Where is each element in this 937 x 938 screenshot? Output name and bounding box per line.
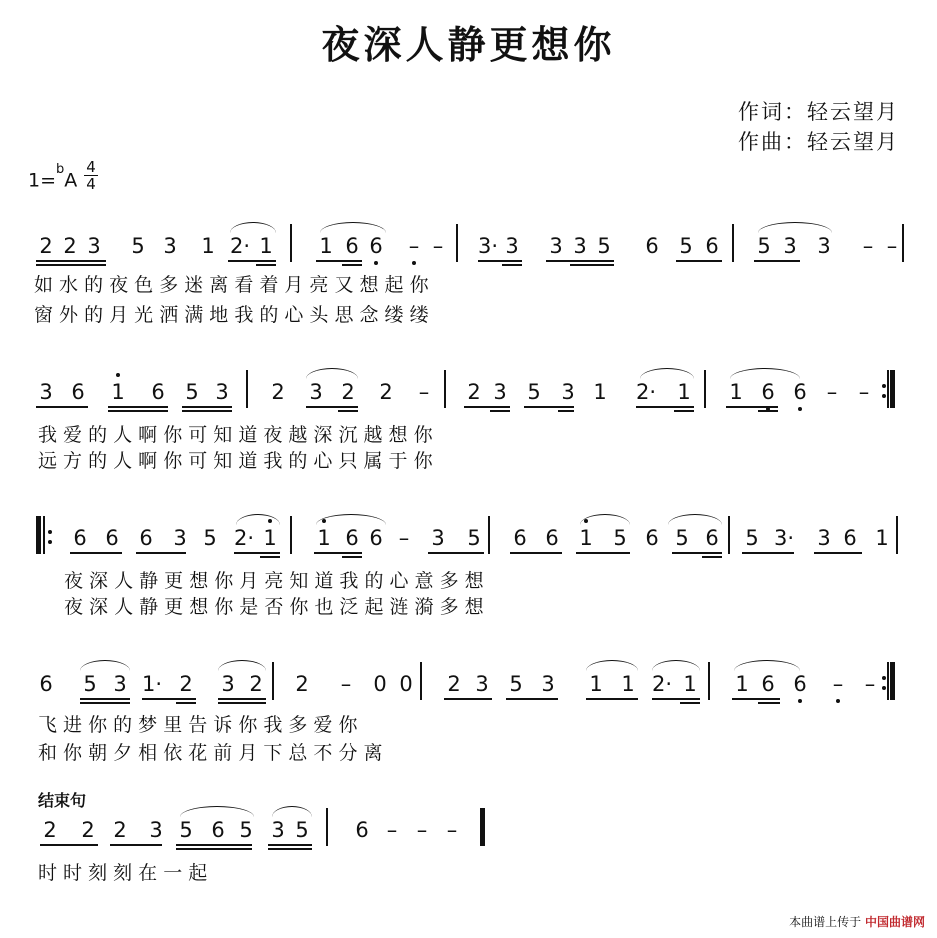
dash-sustain: – <box>446 818 458 842</box>
note: 3 <box>493 380 507 404</box>
note: 5 <box>83 672 97 696</box>
note: 5 <box>203 526 217 550</box>
slur <box>320 222 386 233</box>
note: 3 <box>113 672 127 696</box>
note: 3 <box>221 672 235 696</box>
note: 3 <box>215 380 229 404</box>
barline <box>290 224 292 262</box>
note: 1 <box>677 380 691 404</box>
note: 2 <box>341 380 355 404</box>
beam-underline-double <box>80 702 130 704</box>
beam-underline-double <box>758 702 780 704</box>
slur <box>236 514 280 525</box>
note: 2 <box>379 380 393 404</box>
note: 2 <box>63 234 77 258</box>
beam-underline <box>506 698 558 700</box>
beam-underline <box>586 698 638 700</box>
beam-underline <box>652 698 700 700</box>
slur <box>272 806 312 817</box>
slur <box>668 514 722 525</box>
beam-underline <box>306 406 358 408</box>
site-logo: 中国曲谱网 <box>864 915 925 929</box>
note: 6 <box>705 526 719 550</box>
note: 6 <box>139 526 153 550</box>
slur <box>652 660 700 671</box>
footer-credit: 本曲谱上传于 中国曲谱网 <box>789 915 925 929</box>
beam-underline <box>510 552 562 554</box>
note: 6 <box>545 526 559 550</box>
slur <box>80 660 130 671</box>
lyric-line-3-verse-2: 夜 深 人 静 更 想 你 是 否 你 也 泛 起 涟 漪 多 想 <box>64 596 484 618</box>
barline <box>887 370 889 408</box>
beam-underline <box>314 552 362 554</box>
lyric-line-5-verse-1: 时 时 刻 刻 在 一 起 <box>38 862 208 884</box>
note: 2 <box>81 818 95 842</box>
note: 3 <box>475 672 489 696</box>
beam-underline <box>546 260 614 262</box>
note: 5 <box>295 818 309 842</box>
note: 6 <box>211 818 225 842</box>
beam-underline <box>524 406 574 408</box>
beam-underline-double <box>218 702 266 704</box>
slur <box>734 660 800 671</box>
beam-underline-double <box>268 848 312 850</box>
slur <box>580 514 630 525</box>
beam-underline <box>70 552 122 554</box>
barline <box>326 808 328 846</box>
beam-underline <box>36 260 106 262</box>
note: 3 <box>309 380 323 404</box>
note: 6 <box>761 672 775 696</box>
barline <box>902 224 904 262</box>
ending-label: 结束句 <box>38 791 87 810</box>
note: 5 <box>527 380 541 404</box>
note: 5 <box>679 234 693 258</box>
repeat-start-dots <box>48 524 52 550</box>
beam-underline <box>428 552 484 554</box>
note: 1 <box>729 380 743 404</box>
beam-underline <box>742 552 794 554</box>
note: 3 <box>163 234 177 258</box>
note: 3 <box>573 234 587 258</box>
beam-underline <box>576 552 630 554</box>
beam-underline-double <box>342 264 362 266</box>
note: 6 <box>513 526 527 550</box>
dash-sustain: – <box>340 672 352 696</box>
note: 6 <box>39 672 53 696</box>
dash-sustain: – <box>418 380 430 404</box>
note: 6 <box>645 526 659 550</box>
beam-underline-double <box>558 410 574 412</box>
beam-underline <box>108 406 168 408</box>
beam-underline <box>182 406 232 408</box>
barline <box>890 370 895 408</box>
note: 6 <box>366 234 386 258</box>
note: 1 <box>589 672 603 696</box>
beam-underline <box>176 844 252 846</box>
barline <box>704 370 706 408</box>
note: 2 <box>271 380 285 404</box>
note: 6 <box>705 234 719 258</box>
barline <box>43 516 45 554</box>
note: 2 <box>43 818 57 842</box>
note: 5 <box>179 818 193 842</box>
beam-underline-double <box>702 556 722 558</box>
note: 1 <box>319 234 333 258</box>
beam-underline-double <box>176 848 252 850</box>
slur <box>180 806 254 817</box>
beam-underline <box>136 552 186 554</box>
beam-underline <box>732 698 780 700</box>
beam-underline-double <box>490 410 510 412</box>
lyric-line-4-verse-1: 飞 进 你 的 梦 里 告 诉 你 我 多 爱 你 <box>38 714 358 736</box>
beam-underline-double <box>342 556 362 558</box>
beam-underline-double <box>176 702 196 704</box>
beam-underline <box>110 844 162 846</box>
note: 5 <box>597 234 611 258</box>
barline <box>420 662 422 700</box>
note: 5 <box>757 234 771 258</box>
note: 0 <box>373 672 387 696</box>
barline <box>488 516 490 554</box>
barline <box>246 370 248 408</box>
note: 5 <box>675 526 689 550</box>
dash-sustain: – <box>416 818 428 842</box>
note: 1 <box>108 380 128 404</box>
note: 5 <box>185 380 199 404</box>
note: 5 <box>239 818 253 842</box>
dash-sustain: – <box>886 234 898 258</box>
barline <box>444 370 446 408</box>
lyric-line-2-verse-2: 远 方 的 人 啊 你 可 知 道 我 的 心 只 属 于 你 <box>38 450 433 472</box>
note: 6 <box>151 380 165 404</box>
dash-sustain: – <box>862 234 874 258</box>
slur <box>586 660 638 671</box>
barline <box>708 662 710 700</box>
note: 3· <box>478 234 499 258</box>
beam-underline <box>316 260 362 262</box>
barline <box>272 662 274 700</box>
beam-underline <box>726 406 778 408</box>
beam-underline-double <box>502 264 522 266</box>
note: 6 <box>105 526 119 550</box>
repeat-end-dots <box>882 670 886 696</box>
lyric-line-2-verse-1: 我 爱 的 人 啊 你 可 知 道 夜 越 深 沉 越 想 你 <box>38 424 433 446</box>
slur <box>218 660 266 671</box>
note: 3 <box>817 526 831 550</box>
barline <box>728 516 730 554</box>
beam-underline <box>478 260 522 262</box>
dash-sustain: – <box>404 234 424 258</box>
lyric-line-4-verse-2: 和 你 朝 夕 相 依 花 前 月 下 总 不 分 离 <box>38 742 383 764</box>
staff-line-4 <box>24 672 912 712</box>
slur <box>640 368 694 379</box>
note: 5 <box>467 526 481 550</box>
dash-sustain: – <box>386 818 398 842</box>
note: 6 <box>73 526 87 550</box>
staff-line-1 <box>24 234 912 274</box>
barline <box>36 516 41 554</box>
note: 3 <box>561 380 575 404</box>
note: 2· <box>230 234 251 258</box>
note: 1 <box>201 234 215 258</box>
note: 1 <box>875 526 889 550</box>
beam-underline-double <box>108 410 168 412</box>
dash-sustain: – <box>858 380 870 404</box>
repeat-end-dots <box>882 378 886 404</box>
note: 6 <box>758 380 778 404</box>
beam-underline <box>36 406 88 408</box>
dash-sustain: – <box>432 234 444 258</box>
note: 3 <box>431 526 445 550</box>
note: 2· <box>652 672 673 696</box>
slur <box>316 514 386 525</box>
note: 1· <box>142 672 163 696</box>
beam-underline-double <box>36 264 106 266</box>
note: 6 <box>345 234 359 258</box>
note: 1 <box>314 526 334 550</box>
note: 1 <box>259 234 273 258</box>
slur <box>730 368 800 379</box>
note: 6 <box>790 380 810 404</box>
beam-underline-double <box>338 410 358 412</box>
note: 2 <box>447 672 461 696</box>
time-signature: 4 4 <box>84 160 98 191</box>
note: 1 <box>576 526 596 550</box>
barline <box>480 808 485 846</box>
staff-line-2 <box>24 380 912 420</box>
song-title: 夜深人静更想你 <box>321 22 616 67</box>
beam-underline <box>672 552 722 554</box>
lyricist-credit: 作词：轻云望月 <box>738 100 899 124</box>
note: 1 <box>621 672 635 696</box>
slur <box>306 368 358 379</box>
note: 0 <box>399 672 413 696</box>
barline <box>887 662 889 700</box>
lyric-line-1-verse-1: 如 水 的 夜 色 多 迷 离 看 着 月 亮 又 想 起 你 <box>34 274 429 296</box>
note: 3· <box>774 526 795 550</box>
note: 1 <box>683 672 697 696</box>
beam-underline <box>754 260 800 262</box>
beam-underline-double <box>674 410 694 412</box>
beam-underline <box>40 844 98 846</box>
note: 6 <box>645 234 659 258</box>
note: 6 <box>369 526 383 550</box>
note: 2 <box>113 818 127 842</box>
note: 3 <box>271 818 285 842</box>
note: 6 <box>345 526 359 550</box>
slur <box>230 222 276 233</box>
barline <box>456 224 458 262</box>
lyric-line-1-verse-2: 窗 外 的 月 光 洒 满 地 我 的 心 头 思 念 缕 缕 <box>34 304 429 326</box>
note: 2· <box>636 380 657 404</box>
beam-underline-double <box>260 556 280 558</box>
composer-credit: 作曲：轻云望月 <box>738 130 899 154</box>
note: 3 <box>149 818 163 842</box>
beam-underline <box>444 698 492 700</box>
beam-underline-double <box>758 410 778 412</box>
note: 3 <box>87 234 101 258</box>
barline <box>890 662 895 700</box>
slur <box>758 222 832 233</box>
staff-line-3 <box>24 526 912 566</box>
barline <box>896 516 898 554</box>
staff-line-5 <box>24 818 912 858</box>
note: 3 <box>549 234 563 258</box>
note: 1 <box>260 526 280 550</box>
note: 1 <box>735 672 749 696</box>
beam-underline <box>814 552 862 554</box>
note: 6 <box>790 672 810 696</box>
note: 5 <box>509 672 523 696</box>
dash-sustain: – <box>828 672 848 696</box>
note: 3 <box>39 380 53 404</box>
note: 3 <box>541 672 555 696</box>
note: 6 <box>355 818 369 842</box>
note: 2 <box>39 234 53 258</box>
dash-sustain: – <box>826 380 838 404</box>
note: 3 <box>783 234 797 258</box>
note: 3 <box>505 234 519 258</box>
note: 2 <box>179 672 193 696</box>
note: 2 <box>249 672 263 696</box>
beam-underline-double <box>680 702 700 704</box>
note: 6 <box>71 380 85 404</box>
barline <box>732 224 734 262</box>
beam-underline <box>268 844 312 846</box>
lyric-line-3-verse-1: 夜 深 人 静 更 想 你 月 亮 知 道 我 的 心 意 多 想 <box>64 570 484 592</box>
beam-underline <box>142 698 196 700</box>
beam-underline-double <box>570 264 614 266</box>
beam-underline <box>80 698 130 700</box>
note: 3 <box>817 234 831 258</box>
dash-sustain: – <box>864 672 876 696</box>
note: 6 <box>843 526 857 550</box>
beam-underline-double <box>256 264 276 266</box>
key-signature: 1=$^b$A <box>28 162 78 192</box>
note: 1 <box>593 380 607 404</box>
note: 5 <box>613 526 627 550</box>
note: 3 <box>173 526 187 550</box>
note: 5 <box>745 526 759 550</box>
beam-underline <box>228 260 276 262</box>
beam-underline <box>234 552 280 554</box>
dash-sustain: – <box>398 526 410 550</box>
beam-underline <box>464 406 510 408</box>
note: 2 <box>295 672 309 696</box>
note: 5 <box>131 234 145 258</box>
beam-underline-double <box>182 410 232 412</box>
beam-underline <box>636 406 694 408</box>
barline <box>290 516 292 554</box>
beam-underline <box>676 260 722 262</box>
note: 2· <box>234 526 255 550</box>
beam-underline <box>218 698 266 700</box>
note: 2 <box>467 380 481 404</box>
